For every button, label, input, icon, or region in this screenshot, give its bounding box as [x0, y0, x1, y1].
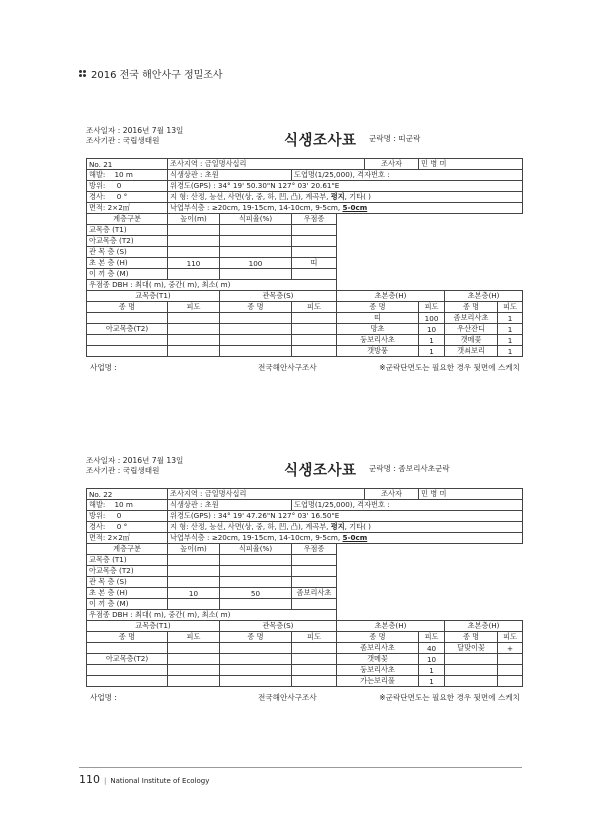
aspect: 방위: 0 — [87, 511, 168, 522]
surveyor-label: 조사자 — [365, 159, 419, 170]
table-row: 둥보리사초 1 — [87, 665, 523, 676]
layer-s: 관 목 층 (S) — [87, 577, 168, 588]
layer-h-dominant: 띠 — [292, 258, 337, 269]
altitude: 해발: 10 m — [87, 500, 168, 511]
survey-meta: 조사일자 : 2016년 7월 13일 조사기관 : 국립생태원 — [86, 456, 184, 475]
col-h2-header: 초본층(H) — [445, 621, 523, 632]
header-title: 2016 전국 해안사구 정밀조사 — [91, 70, 223, 81]
surveyor-label: 조사자 — [365, 489, 419, 500]
layer-h: 초 본 층 (H) — [87, 258, 168, 269]
project-name: 전국해안사구조사 — [258, 362, 317, 372]
table-row: 띠 100 좀보리사초 1 — [87, 313, 523, 324]
business-name: 사업명 : — [90, 692, 117, 702]
dominant-header: 우점종 — [292, 544, 337, 555]
col-h-header: 초본층(H) — [337, 621, 445, 632]
layer-h-height: 110 — [168, 258, 220, 269]
layer-h-height: 10 — [168, 588, 220, 599]
dominant-header: 우점종 — [292, 214, 337, 225]
survey-footer — [86, 361, 522, 373]
dbh-row: 우점종 DBH : 최대( m), 중간( m), 최소( m) — [87, 610, 337, 621]
dbh-row: 우점종 DBH : 최대( m), 중간( m), 최소( m) — [87, 280, 337, 291]
community-name: 군락명 : 좀보리사초군락 — [369, 464, 450, 473]
business-name: 사업명 : — [90, 362, 117, 372]
cover-header: 식피율(%) — [220, 214, 292, 225]
sketch-note: ※군락단면도는 필요한 경우 뒷면에 스케치 — [379, 362, 520, 372]
map-info: 도엽명(1/25,000), 격자번호 : — [292, 500, 523, 511]
vegetation-type: 식생상관 : 초원 — [168, 500, 292, 511]
layer-h-dominant: 좀보리사초 — [292, 588, 337, 599]
layer-h-cover: 100 — [220, 258, 292, 269]
map-info: 도엽명(1/25,000), 격자번호 : — [292, 170, 523, 181]
layer-h: 초 본 층 (H) — [87, 588, 168, 599]
cover-header: 식피율(%) — [220, 544, 292, 555]
subcanopy-label: 아교목층(T2) — [87, 654, 168, 665]
survey-form-2 — [86, 456, 522, 703]
community-name: 군락명 : 띠군락 — [369, 134, 421, 143]
institute-name: National Institute of Ecology — [110, 777, 210, 785]
layer-header: 계층구분 — [87, 544, 168, 555]
layer-t1: 교목층 (T1) — [87, 555, 168, 566]
sketch-note: ※군락단면도는 필요한 경우 뒷면에 스케치 — [379, 692, 520, 702]
col-t1-header: 교목층(T1) — [87, 621, 220, 632]
col-h2-header: 초본층(H) — [445, 291, 523, 302]
plot-area: 면적: 2×2㎡ — [87, 203, 168, 214]
table-row: 갯방풍 1 갯쇠보리 1 — [87, 346, 523, 357]
form-title: 식생조사표 — [284, 133, 357, 149]
survey-date: 2016년 7월 13일 — [122, 126, 184, 135]
height-header: 높이(m) — [168, 544, 220, 555]
project-name: 전국해안사구조사 — [258, 692, 317, 702]
litter-layer: 낙엽부식층 : ≥20cm, 19-15cm, 14-10cm, 9-5cm, 5-0cm — [168, 533, 523, 544]
layer-m: 이 끼 층 (M) — [87, 269, 168, 280]
survey-location: 조사지역 : 금일명사십리 — [168, 159, 365, 170]
table-row: 가는보리풀 1 — [87, 676, 523, 687]
plot-number: No. 22 — [87, 489, 168, 500]
page-header — [79, 66, 223, 81]
survey-meta: 조사일자 : 2016년 7월 13일 조사기관 : 국립생태원 — [86, 126, 184, 145]
surveyor-name: 민 병 미 — [419, 489, 523, 500]
table-row: 좀보리사초 40 달맞이꽃 + — [87, 643, 523, 654]
surveyor-name: 민 병 미 — [419, 159, 523, 170]
layer-s: 관 목 층 (S) — [87, 247, 168, 258]
layer-m: 이 끼 층 (M) — [87, 599, 168, 610]
terrain: 지 형: 산정, 능선, 사면(상, 중, 하, 凹, 凸), 계곡부, 평지, 기타( ) — [168, 522, 523, 533]
aspect: 방위: 0 — [87, 181, 168, 192]
layer-header: 계층구분 — [87, 214, 168, 225]
layer-t2: 아교목층 (T2) — [87, 566, 168, 577]
terrain: 지 형: 산정, 능선, 사면(상, 중, 하, 凹, 凸), 계곡부, 평지, 기타( ) — [168, 192, 523, 203]
survey-form-1 — [86, 126, 522, 373]
footer-separator: | — [104, 777, 107, 785]
survey-location: 조사지역 : 금일명사십리 — [168, 489, 365, 500]
subcanopy-label: 아교목층(T2) — [87, 324, 168, 335]
col-s-header: 관목층(S) — [220, 621, 337, 632]
survey-table: No. 22 조사지역 : 금일명사십리 조사자 민 병 미 해발: 10 m 식생상관 : 초원 도엽명(1/25,000), 격자번호 : 방위: 0 위경도(GPS) : 34° 19' 47.26"N 127° 03' 16.50"E 경사: 0 ° 지 형: 산정, 능선, 사면(상, 중, 하, 凹, 凸), 계곡부, 평지, 기타( ) 면적: 2×2㎡ 낙엽부식층 : ≥20cm, 19-15cm, 14-10cm, 9-5cm, 5-0cm 계층구분 높이(m) 식피율(%) 우점종 교목층 (T1) 아교목층 (T2) 관 목 층 (S) 초 본 층 (H) 10 50 좀보리사초 이 끼 층 (M) 우점종 DBH : 최대( m), 중간( m), 최소( m) 교목층(T1) 관목층(S) 초본층(H) 초본층(H) 종 명 피도 종 명 피도 종 명 피도 종 명 피도 좀보리사초 40 달맞이꽃 + 아교목층(T2) 갯메꽃 10 둥보리사초 1 가는보리풀 1 — [86, 488, 523, 687]
slope: 경사: 0 ° — [87, 522, 168, 533]
survey-agency: 조사기관 : 국립생태원 — [86, 136, 160, 145]
layer-h-cover: 50 — [220, 588, 292, 599]
page-number: 110 — [79, 773, 100, 786]
survey-date: 2016년 7월 13일 — [122, 456, 184, 465]
table-row: 아교목층(T2) 갯메꽃 10 — [87, 654, 523, 665]
survey-footer — [86, 691, 522, 703]
footer-divider — [79, 767, 522, 768]
col-h-header: 초본층(H) — [337, 291, 445, 302]
survey-table: No. 21 조사지역 : 금일명사십리 조사자 민 병 미 해발: 10 m 식생상관 : 초원 도엽명(1/25,000), 격자번호 : 방위: 0 위경도(GPS) : 34° 19' 50.30"N 127° 03' 20.61"E 경사: 0 ° 지 형: 산정, 능선, 사면(상, 중, 하, 凹, 凸), 계곡부, 평지, 기타( ) 면적: 2×2㎡ 낙엽부식층 : ≥20cm, 19-15cm, 14-10cm, 9-5cm, 5-0cm 계층구분 높이(m) 식피율(%) 우점종 교목층 (T1) 아교목층 (T2) 관 목 층 (S) 초 본 층 (H) 110 100 띠 이 끼 층 (M) 우점종 DBH : 최대( m), 중간( m), 최소( m) 교목층(T1) 관목층(S) 초본층(H) 초본층(H) 종 명 피도 종 명 피도 종 명 피도 종 명 피도 띠 100 좀보리사초 1 아교목층(T2) 망초 10 우산잔디 1 둥보리사초 1 갯메꽃 1 갯방풍 1 갯쇠보리 1 — [86, 158, 523, 357]
col-s-header: 관목층(S) — [220, 291, 337, 302]
table-row: 둥보리사초 1 갯메꽃 1 — [87, 335, 523, 346]
survey-form-header — [86, 456, 522, 488]
plot-area: 면적: 2×2㎡ — [87, 533, 168, 544]
form-title: 식생조사표 — [284, 463, 357, 479]
slope: 경사: 0 ° — [87, 192, 168, 203]
bullet-icon — [79, 70, 86, 77]
height-header: 높이(m) — [168, 214, 220, 225]
col-t1-header: 교목층(T1) — [87, 291, 220, 302]
vegetation-type: 식생상관 : 초원 — [168, 170, 292, 181]
gps-coordinates: 위경도(GPS) : 34° 19' 47.26"N 127° 03' 16.50"E — [168, 511, 523, 522]
altitude: 해발: 10 m — [87, 170, 168, 181]
layer-t2: 아교목층 (T2) — [87, 236, 168, 247]
table-row: 아교목층(T2) 망초 10 우산잔디 1 — [87, 324, 523, 335]
plot-number: No. 21 — [87, 159, 168, 170]
litter-layer: 낙엽부식층 : ≥20cm, 19-15cm, 14-10cm, 9-5cm, 5-0cm — [168, 203, 523, 214]
gps-coordinates: 위경도(GPS) : 34° 19' 50.30"N 127° 03' 20.61"E — [168, 181, 523, 192]
survey-form-header — [86, 126, 522, 158]
survey-agency: 조사기관 : 국립생태원 — [86, 466, 160, 475]
page-footer — [79, 773, 209, 786]
layer-t1: 교목층 (T1) — [87, 225, 168, 236]
